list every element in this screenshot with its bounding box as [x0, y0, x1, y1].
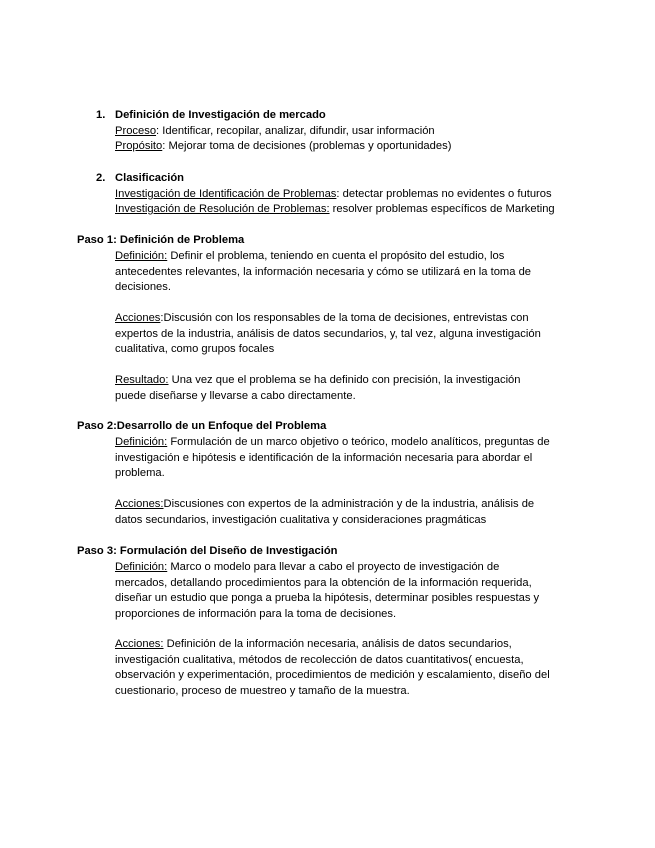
item-line: Investigación de Identificación de Problemas: detectar problemas no evidentes o futuros: [115, 187, 552, 200]
step-paragraph: Acciones:Discusiones con expertos de la administración y de la industria, análisis de datos secundarios, investigación cualitativa y consideraciones pragmáticas: [115, 498, 535, 526]
step-heading: Paso 2:Desarrollo de un Enfoque del Problema: [77, 420, 327, 432]
item-line-label: Investigación de Resolución de Problemas:: [115, 203, 330, 215]
step-paragraph: Acciones:Discusión con los responsables de la toma de decisiones, entrevistas con expertos de la industria, análisis de datos secundarios, y, tal vez, alguna investigación cualitativa, como grupos focales: [115, 312, 541, 355]
item-line-label: Propósito: [115, 140, 163, 152]
paragraph-label: Definición:: [115, 436, 168, 448]
step-heading: Paso 3: Formulación del Diseño de Investigación: [77, 545, 338, 557]
item-line: Proceso: Identificar, recopilar, analizar, difundir, usar información: [115, 124, 435, 137]
item-line: Investigación de Resolución de Problemas: resolver problemas específicos de Marketing: [115, 203, 555, 215]
paragraph-label: Resultado:: [115, 374, 169, 386]
list-item-title: Clasificación: [115, 172, 185, 184]
list-item-title: Definición de Investigación de mercado: [115, 109, 326, 121]
paragraph-label: Acciones: [115, 312, 161, 324]
item-line: Propósito: Mejorar toma de decisiones (problemas y oportunidades): [115, 140, 452, 152]
paragraph-label: Definición:: [115, 561, 168, 573]
item-line-label: Proceso: [115, 124, 157, 137]
item-line-label: Investigación de Identificación de Problemas: [115, 187, 337, 200]
step-paragraph: Definición: Definir el problema, teniendo en cuenta el propósito del estudio, los antecedentes relevantes, la información necesaria y cómo se utilizará en la toma de decisiones.: [115, 250, 532, 293]
paragraph-label: Definición:: [115, 250, 168, 262]
list-number: 1.: [96, 109, 106, 121]
step-heading: Paso 1: Definición de Problema: [77, 234, 245, 246]
step-paragraph: Resultado: Una vez que el problema se ha definido con precisión, la investigación puede diseñarse y llevarse a cabo directamente.: [115, 374, 521, 402]
list-number: 2.: [96, 172, 106, 184]
step-paragraph: Definición: Marco o modelo para llevar a cabo el proyecto de investigación de mercados, detallando procedimientos para la obtención de la información requerida, diseñar un estudio que ponga a prueba la hipótesis, determinar posibles respuestas y proporciones de información para la toma de decisiones.: [115, 561, 540, 620]
paragraph-label: Acciones:: [115, 498, 164, 510]
step-paragraph: Acciones: Definición de la información necesaria, análisis de datos secundarios, investigación cualitativa, métodos de recolección de datos cuantitativos( encuesta, observación y experimentación, procedimientos de medición y escalamiento, diseño del cuestionario, proceso de muestreo y tamaño de la muestra.: [115, 638, 550, 697]
step-paragraph: Definición: Formulación de un marco objetivo o teórico, modelo analíticos, preguntas de investigación e hipótesis e identificación de la información necesaria para abordar el problema.: [115, 436, 550, 479]
paragraph-label: Acciones:: [115, 638, 164, 650]
